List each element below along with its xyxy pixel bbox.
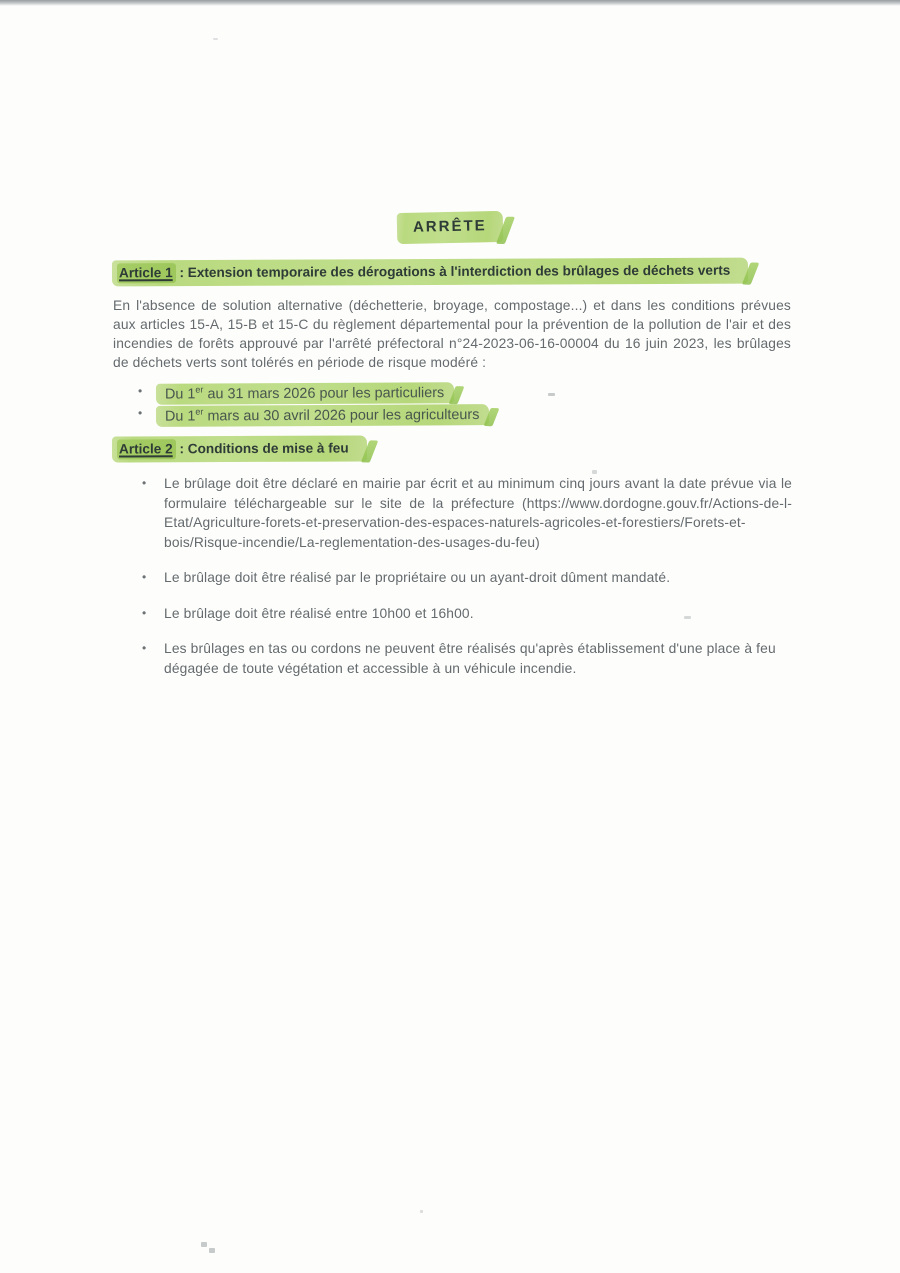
period-text: Du 1 <box>164 408 196 425</box>
scan-speck <box>420 1210 423 1213</box>
article-1-heading <box>112 259 748 285</box>
period-highlight <box>156 382 454 404</box>
period-text: Du 1 <box>164 386 196 403</box>
conditions-list <box>140 474 792 694</box>
period-list-item <box>138 383 489 404</box>
period-text: au 31 mars 2026 pour les particuliers <box>203 385 445 403</box>
scan-speck <box>592 470 597 474</box>
ordinal-superscript: er <box>195 384 204 395</box>
scan-speck <box>548 393 555 396</box>
intro-paragraph: En l'absence de solution alternative (déchetterie, broyage, compostage...) et dans les conditions prévues aux articles 15-A, 15-B et 15-C du règlement départemental pour la prévention de la pollution de l'air et des incendies de forêts approuvé par l'arrêté préfectoral n°24-2023-06-16-00004 du 16 juin 2023, les brûlages de déchets verts sont tolérés en période de risque modéré : <box>113 298 791 370</box>
article-2-title: Conditions de mise à feu <box>187 440 349 457</box>
ordinal-superscript: er <box>195 406 204 417</box>
condition-item-owner: • Le brûlage doit être réalisé par le propriétaire ou un ayant-droit dûment mandaté. <box>140 568 792 588</box>
derogation-period-list <box>138 383 489 427</box>
period-list-item <box>138 405 489 426</box>
article-1-title: Extension temporaire des dérogations à l'interdiction des brûlages de déchets verts <box>187 262 731 281</box>
scan-edge-artifact <box>0 0 900 6</box>
document-title: ARRÊTE <box>412 217 487 236</box>
scan-speck <box>201 1242 207 1247</box>
condition-item-fire-place: • Les brûlages en tas ou cordons ne peuvent être réalisés qu'après établissement d'une place à feu dégagée de toute végétation et accessible à un véhicule incendie. <box>140 639 792 678</box>
period-text: mars au 30 avril 2026 pour les agriculteurs <box>203 406 480 425</box>
article-1-highlight <box>112 258 748 287</box>
document-title-row <box>0 212 900 243</box>
scan-speck <box>209 1248 215 1253</box>
scan-speck <box>213 38 218 40</box>
article-1-label: Article 1 <box>117 263 176 283</box>
article-2-label: Article 2 <box>117 439 176 459</box>
article-1-separator: : <box>175 265 188 281</box>
condition-item-declaration: • Le brûlage doit être déclaré en mairie par écrit et au minimum cinq jours avant la date prévue via le formulaire téléchargeable sur le site de la préfecture (https://www.dordogne.gouv.fr/Actions-de-l-Etat/Agriculture-forets-et-preservation-des-espaces-naturels-agricoles-et-forestiers/Forets-et-bois/Risque-incendie/La-reglementation-des-usages-du-feu) <box>140 474 792 552</box>
article-2-highlight <box>112 435 367 462</box>
scan-speck <box>684 616 691 619</box>
period-highlight <box>156 404 489 427</box>
article-2-heading <box>112 436 367 462</box>
title-highlight <box>397 211 503 244</box>
article-2-separator: : <box>175 441 188 457</box>
condition-item-hours: • Le brûlage doit être réalisé entre 10h00 et 16h00. <box>140 604 792 624</box>
